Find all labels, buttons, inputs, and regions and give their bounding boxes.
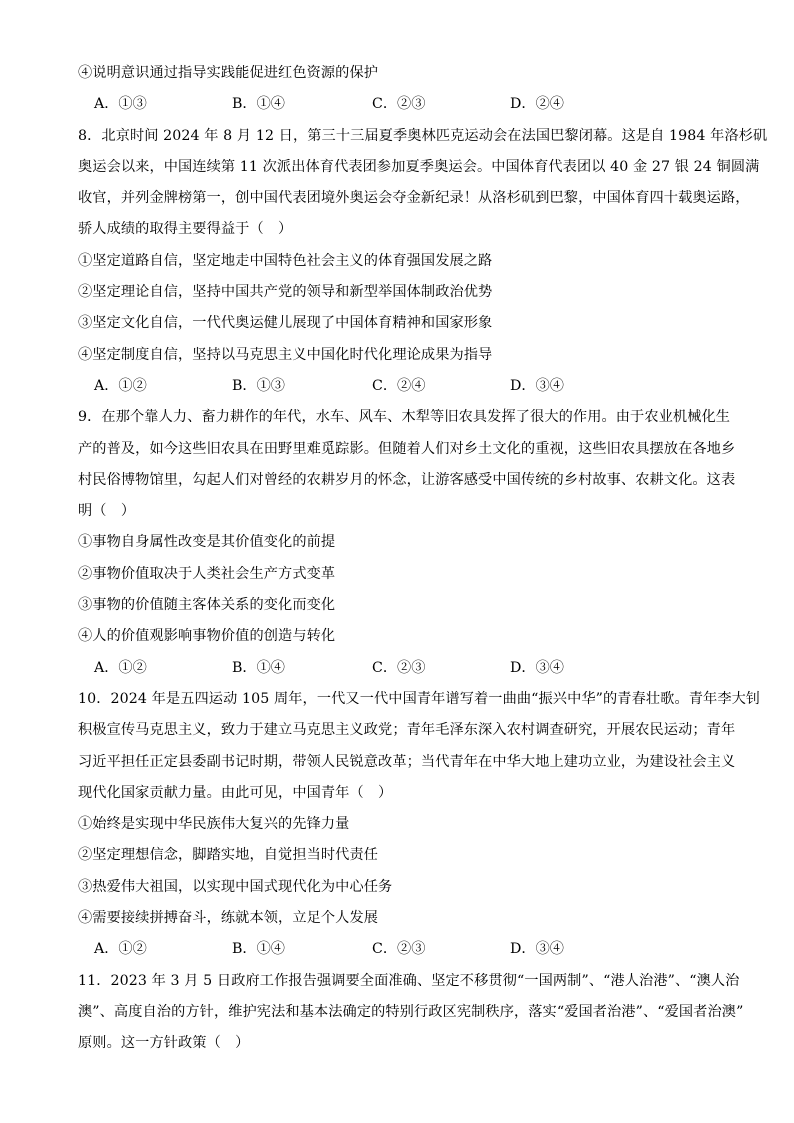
answer-choice: D．③④ — [510, 377, 564, 394]
question-stem-line: 奥运会以来，中国连续第 11 次派出体育代表团参加夏季奥运会。中国体育代表团以 40 金 27 银 24 铜圆满 — [78, 158, 760, 175]
option-statement: ④坚定制度自信，坚持以马克思主义中国化时代化理论成果为指导 — [78, 346, 493, 363]
answer-choice: C．②④ — [372, 377, 426, 394]
question-stem-line: 8．北京时间 2024 年 8 月 12 日，第三十三届夏季奥林匹克运动会在法国巴黎闭幕。这是自 1984 年洛杉矶 — [78, 127, 768, 144]
option-statement: ④需要接续拼搏奋斗，练就本领，立足个人发展 — [78, 910, 379, 927]
answer-choice: A．①② — [94, 377, 147, 394]
option-statement: ③热爱伟大祖国，以实现中国式现代化为中心任务 — [78, 878, 393, 895]
option-statement: ②坚定理想信念，脚踏实地，自觉担当时代责任 — [78, 847, 379, 864]
exam-page — [78, 58, 768, 1060]
answer-choice: C．②③ — [372, 659, 426, 676]
answer-choice: C．②③ — [372, 96, 426, 113]
answer-choice: C．②③ — [372, 941, 426, 958]
option-statement: ①始终是实现中华民族伟大复兴的先锋力量 — [78, 816, 350, 833]
question-stem-line: 原则。这一方针政策（ ） — [78, 1035, 250, 1052]
question-stem-line: 10．2024 年是五四运动 105 周年，一代又一代中国青年谱写着一曲曲“振兴中华”的青春壮歌。青年李大钊 — [78, 690, 761, 707]
answer-choice: D．③④ — [510, 941, 564, 958]
question-stem-line: 收官，并列金牌榜第一，创中国代表团境外奥运会夺金新纪录！从洛杉矶到巴黎，中国体育四十载奥运路， — [78, 190, 750, 207]
question-stem-line: 积极宣传马克思主义，致力于建立马克思主义政党；青年毛泽东深入农村调查研究，开展农民运动；青年 — [78, 722, 736, 739]
answer-choices — [78, 89, 720, 120]
question-stem-line: 11．2023 年 3 月 5 日政府工作报告强调要全面准确、坚定不移贯彻“一国两制”、“港人治港”、“澳人治 — [78, 972, 740, 989]
question-stem-line: 明（ ） — [78, 503, 136, 520]
option-statement: ①事物自身属性改变是其价值变化的前提 — [78, 534, 336, 551]
question-stem-line: 产的普及，如今这些旧农具在田野里难觅踪影。但随着人们对乡土文化的重视，这些旧农具摆放在各地乡 — [78, 440, 736, 457]
answer-choice: A．①② — [94, 659, 147, 676]
answer-choice: D．②④ — [510, 96, 564, 113]
answer-choice: B．①④ — [232, 659, 285, 676]
answer-choice: D．③④ — [510, 659, 564, 676]
option-statement: ②坚定理论自信，坚持中国共产党的领导和新型举国体制政治优势 — [78, 284, 493, 301]
question-stem — [78, 121, 768, 246]
answer-choices — [78, 934, 720, 965]
question-stem — [78, 966, 744, 1060]
answer-choice: B．①④ — [232, 941, 285, 958]
question-stem-line: 村民俗博物馆里，勾起人们对曾经的农耕岁月的怀念，让游客感受中国传统的乡村故事、农耕文化。这表 — [78, 471, 736, 488]
answer-choice: A．①② — [94, 941, 147, 958]
question-stem — [78, 684, 761, 809]
question-stem-line: 澳”、高度自治的方针，维护宪法和基本法确定的特别行政区宪制秩序，落实“爱国者治港”、“爱国者治澳” — [78, 1003, 744, 1020]
option-statement: ③坚定文化自信，一代代奥运健儿展现了中国体育精神和国家形象 — [78, 315, 493, 332]
answer-choice: B．①④ — [232, 96, 285, 113]
answer-choices — [78, 371, 720, 402]
question-stem-line: 9．在那个靠人力、畜力耕作的年代，水车、风车、木犁等旧农具发挥了很大的作用。由于农业机械化生 — [78, 409, 731, 426]
option-statement: ④人的价值观影响事物价值的创造与转化 — [78, 628, 336, 645]
question-stem-line: 习近平担任正定县委副书记时期，带领人民锐意改革；当代青年在中华大地上建功立业，为建设社会主义 — [78, 753, 736, 770]
question-stem — [78, 402, 736, 527]
answer-choices — [78, 653, 720, 684]
question-stem-line: 现代化国家贡献力量。由此可见，中国青年（ ） — [78, 784, 393, 801]
option-statement: ①坚定道路自信，坚定地走中国特色社会主义的体育强国发展之路 — [78, 252, 493, 269]
option-statement: ③事物的价值随主客体关系的变化而变化 — [78, 597, 336, 614]
question-stem-line: 骄人成绩的取得主要得益于（ ） — [78, 221, 293, 238]
answer-choice: A．①③ — [94, 96, 147, 113]
option-statement: ②事物价值取决于人类社会生产方式变革 — [78, 565, 336, 582]
option-statement: ④说明意识通过指导实践能促进红色资源的保护 — [78, 65, 379, 81]
answer-choice: B．①③ — [232, 377, 285, 394]
